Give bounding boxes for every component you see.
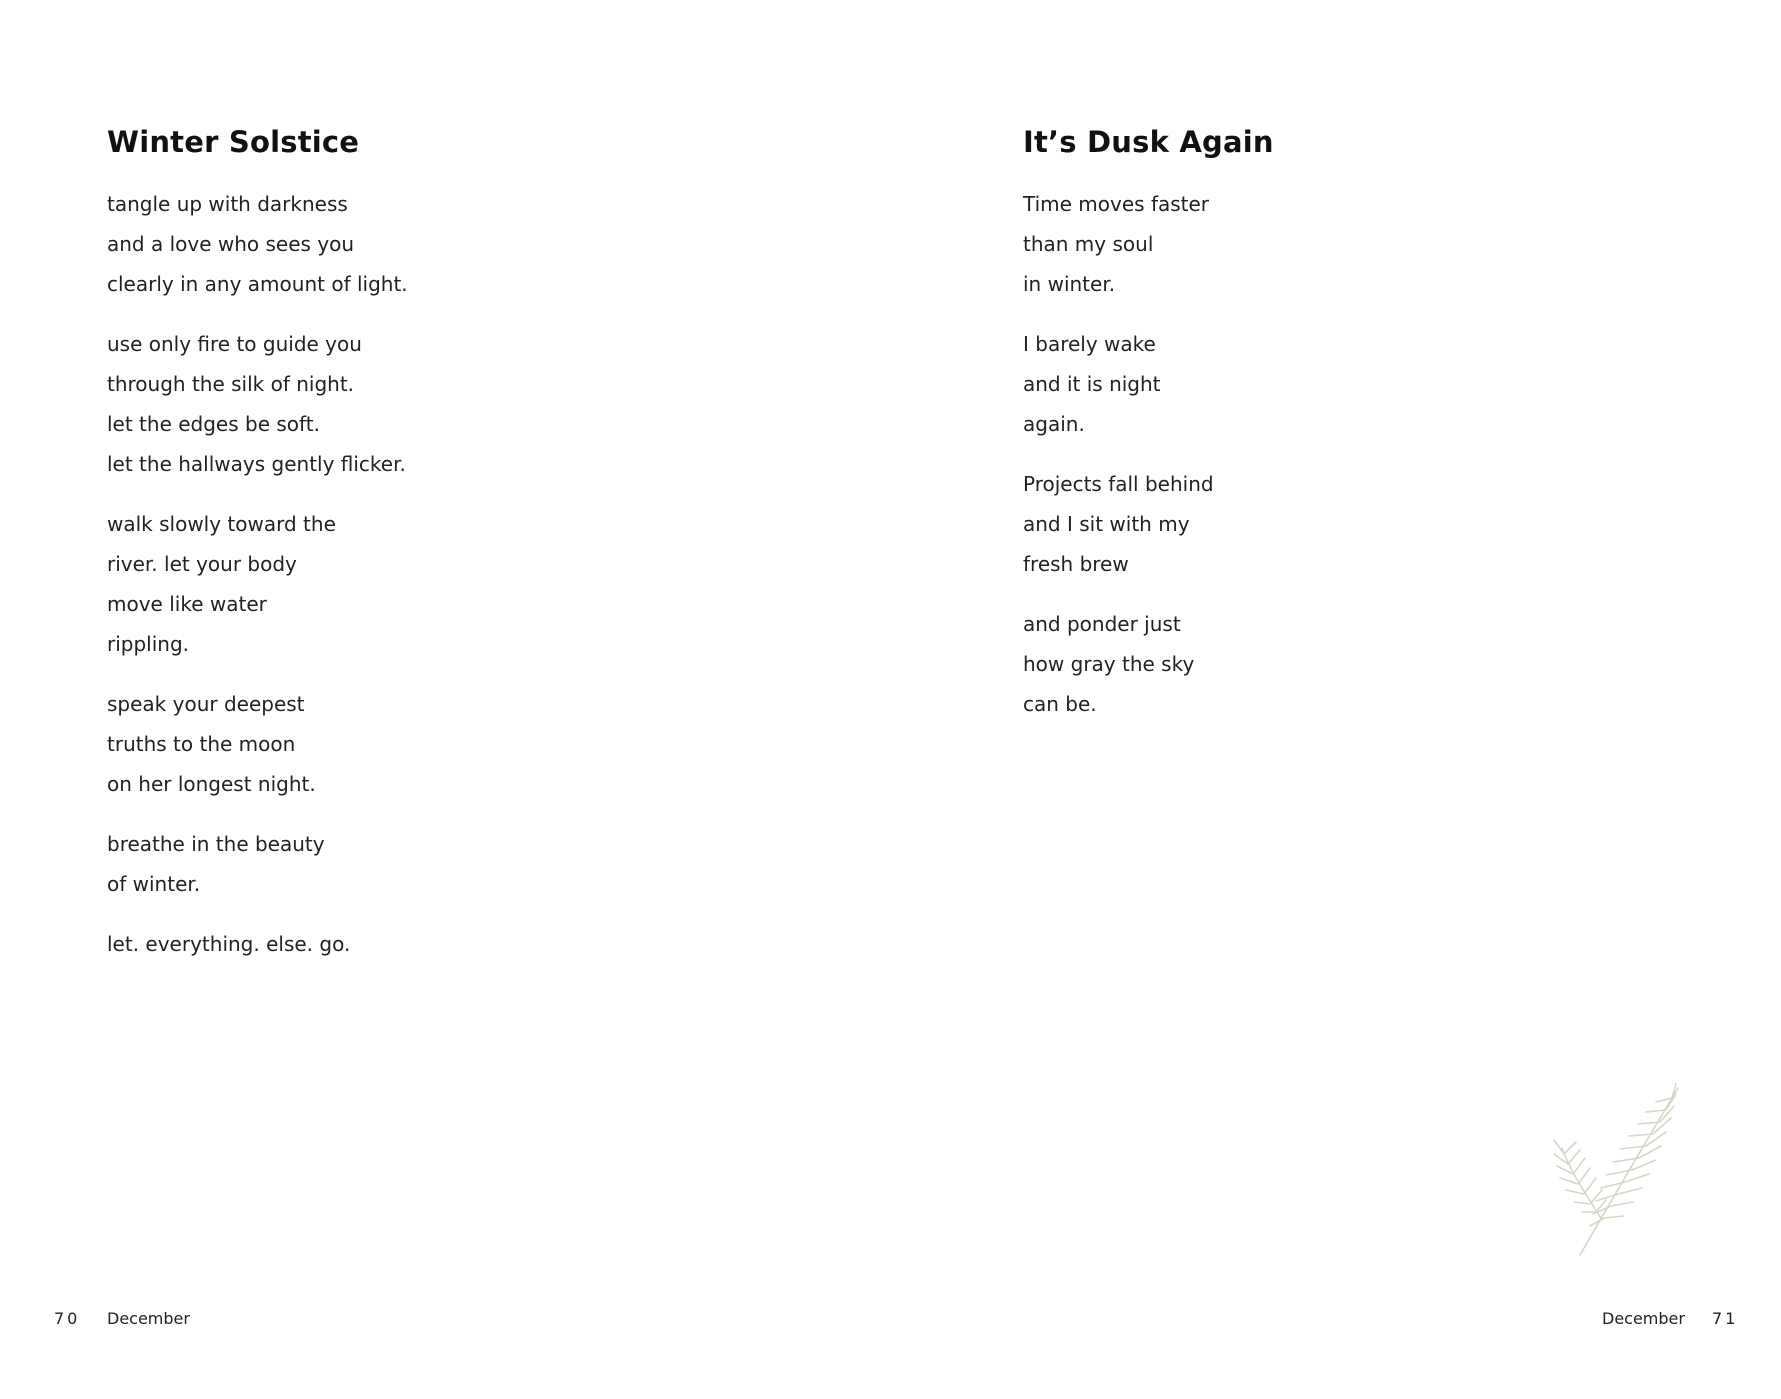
poem-line: of winter. [107, 872, 201, 896]
poem-line: and I sit with my [1023, 512, 1190, 536]
stanza [1023, 184, 1274, 304]
poem-its-dusk-again [1023, 118, 1274, 744]
poem-title: It’s Dusk Again [1023, 125, 1274, 159]
poem-line: fresh brew [1023, 552, 1129, 576]
poem-line: use only fire to guide you [107, 332, 362, 356]
stanza [1023, 464, 1274, 584]
running-head: December [107, 1309, 190, 1328]
left-page [0, 0, 890, 1399]
stanza [107, 324, 408, 484]
running-head: December [1602, 1309, 1685, 1328]
poem-line: move like water [107, 592, 267, 616]
poem-line: through the silk of night. [107, 372, 355, 396]
poem-line: breathe in the beauty [107, 832, 325, 856]
poem-line: truths to the moon [107, 732, 296, 756]
stanza [107, 684, 408, 804]
right-page [890, 0, 1780, 1399]
poem-line: let the edges be soft. [107, 412, 320, 436]
stanza [1023, 604, 1274, 724]
stanza [107, 184, 408, 304]
poem-line: clearly in any amount of light. [107, 272, 408, 296]
poem-line: and ponder just [1023, 612, 1181, 636]
poem-line: again. [1023, 412, 1085, 436]
poem-line: river. let your body [107, 552, 297, 576]
poem-line: rippling. [107, 632, 190, 656]
poem-line: in winter. [1023, 272, 1116, 296]
poem-line: tangle up with darkness [107, 192, 348, 216]
poem-line: I barely wake [1023, 332, 1156, 356]
poem-line: walk slowly toward the [107, 512, 336, 536]
poem-line: Projects fall behind [1023, 472, 1214, 496]
poem-winter-solstice [107, 118, 408, 984]
stanza [107, 924, 408, 964]
poem-line: let the hallways gently flicker. [107, 452, 406, 476]
poem-line: speak your deepest [107, 692, 305, 716]
poem-line: and it is night [1023, 372, 1161, 396]
poem-line: Time moves faster [1023, 192, 1210, 216]
poem-line: than my soul [1023, 232, 1154, 256]
stanza [1023, 324, 1274, 444]
page-number: 70 [54, 1309, 81, 1328]
poem-line: on her longest night. [107, 772, 316, 796]
poem-line: can be. [1023, 692, 1097, 716]
poem-line: how gray the sky [1023, 652, 1195, 676]
stanza [107, 824, 408, 904]
poem-line: and a love who sees you [107, 232, 355, 256]
page-number: 71 [1712, 1309, 1739, 1328]
poem-title: Winter Solstice [107, 125, 360, 159]
stanza [107, 504, 408, 664]
pine-sprig-icon [1540, 1080, 1690, 1260]
poem-line: let. everything. else. go. [107, 932, 351, 956]
